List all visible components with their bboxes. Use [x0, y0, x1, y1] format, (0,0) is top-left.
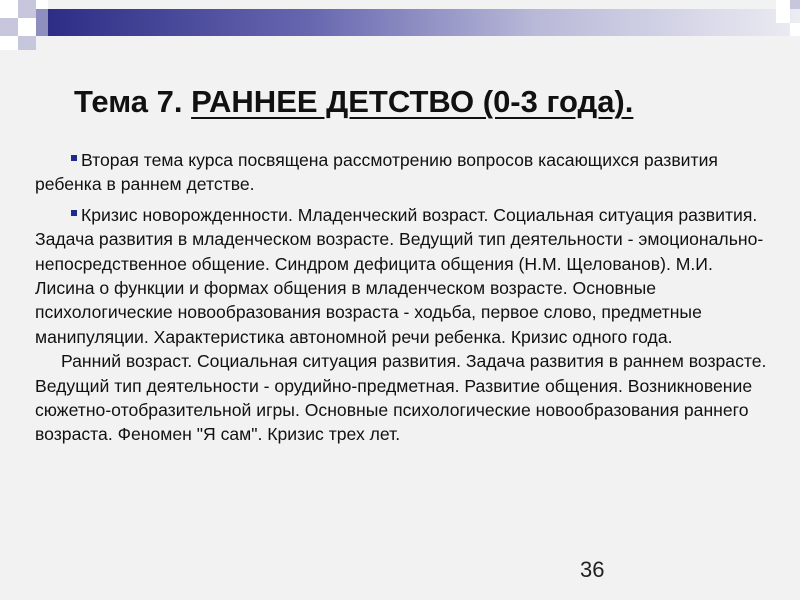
header-gradient-bar — [48, 9, 800, 36]
decor-square — [36, 9, 48, 36]
title-main: РАННЕЕ ДЕТСТВО (0-3 года). — [191, 84, 634, 119]
decor-square — [18, 18, 36, 36]
bullet-text: Кризис новорожденности. Младенческий возраст. Социальная ситуация развития. Задача развития в младенческом возрасте. Ведущий тип деятельности - эмоционально-непосредственное общение. Синдром дефицита общения (Н.М. Щелованов). М.И. Лисина о функции и формах общения в младенческом возрасте. Основные психологические новообразования возраста - ходьба, первое слово, предметные манипуляции. Характеристика автономной речи ребенка. Кризис одного года. — [35, 204, 764, 347]
decor-square — [0, 0, 18, 18]
decor-square — [790, 0, 800, 9]
bullet-icon — [71, 155, 77, 161]
bullet-icon — [71, 210, 77, 216]
decor-square — [18, 0, 36, 18]
title-prefix: Тема 7. — [74, 84, 192, 119]
bullet-item — [35, 148, 775, 197]
decor-square — [36, 0, 48, 9]
decor-square — [0, 36, 18, 50]
decor-square — [18, 36, 36, 50]
bullet-item — [35, 203, 775, 349]
decor-square — [776, 9, 790, 23]
decor-square — [790, 23, 800, 36]
slide-title — [74, 84, 774, 120]
bullet-text: Вторая тема курса посвящена рассмотрению вопросов касающихся развития ребенка в раннем детстве. — [35, 150, 718, 195]
decor-square — [776, 0, 790, 9]
decor-square — [0, 18, 18, 36]
slide-body — [35, 148, 775, 447]
page-number: 36 — [580, 557, 605, 582]
body-paragraph: Ранний возраст. Социальная ситуация развития. Задача развития в раннем возрасте. Ведущий тип деятельности - орудийно-предметная. Развитие общения. Возникновение сюжетно-отобразительной игры. Основные психологические новообразования раннего возраста. Феномен "Я сам". Кризис трех лет. — [35, 351, 767, 445]
